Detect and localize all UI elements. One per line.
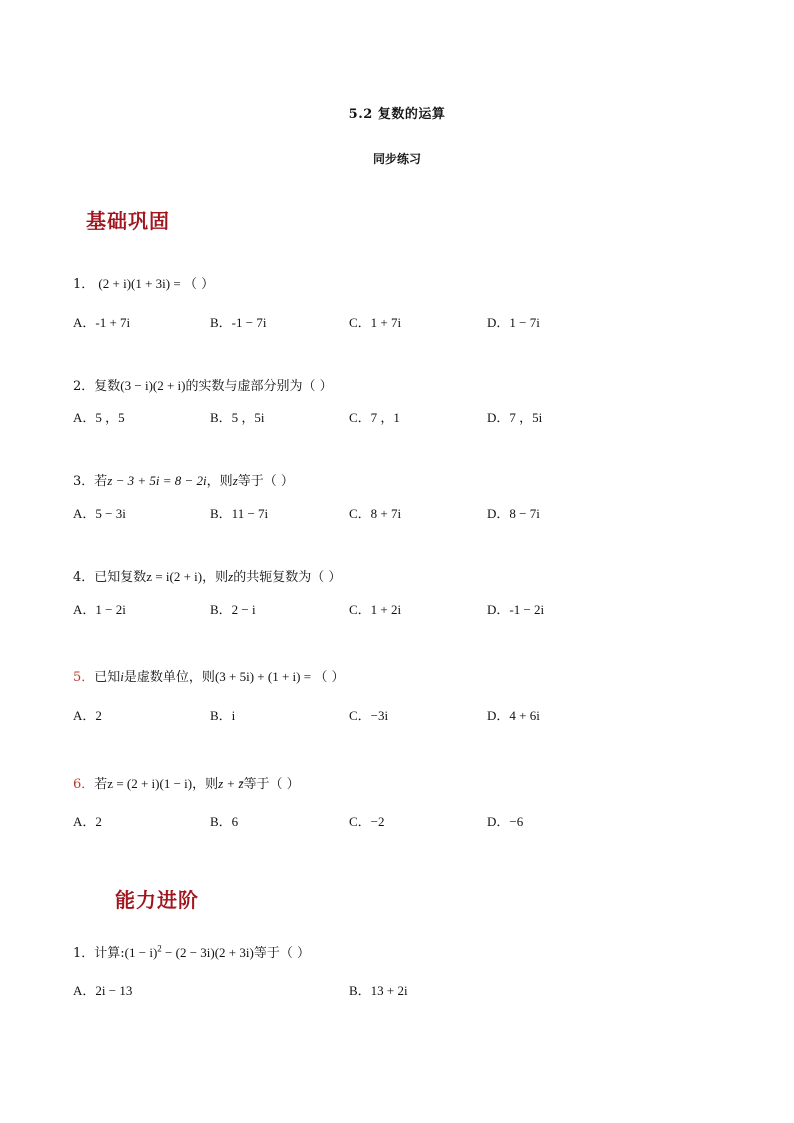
question-text: ，则 bbox=[206, 474, 233, 489]
question-4 bbox=[73, 566, 341, 585]
option-b[interactable]: B．i bbox=[210, 708, 236, 723]
question-text: 已知 bbox=[94, 670, 121, 685]
question-text: 计算: bbox=[94, 946, 125, 961]
option-d[interactable]: D．−6 bbox=[487, 814, 524, 829]
question-number: 3． bbox=[73, 474, 95, 489]
option-c[interactable]: C．−2 bbox=[349, 814, 385, 829]
question-text: ，则 bbox=[202, 570, 229, 585]
option-b[interactable]: B．11 − 7i bbox=[210, 506, 269, 521]
option-b[interactable]: B．6 bbox=[210, 814, 239, 829]
question-text: 若 bbox=[94, 777, 108, 792]
question-exponent: 2 bbox=[157, 943, 162, 954]
option-c[interactable]: C．7 ，1 bbox=[349, 410, 400, 425]
question-expression: z = (2 + i)(1 − i) bbox=[107, 776, 193, 791]
question-number: 1． bbox=[73, 946, 95, 961]
question-expression: − (2 − 3i)(2 + 3i) bbox=[161, 945, 254, 960]
option-c[interactable]: C．1 + 2i bbox=[349, 602, 402, 617]
question-2 bbox=[73, 375, 333, 394]
question-text: 等于（ ） bbox=[253, 946, 310, 961]
option-a[interactable]: A．1 − 2i bbox=[73, 602, 126, 617]
advanced-question-1 bbox=[73, 942, 310, 961]
option-d[interactable]: D．4 + 6i bbox=[487, 708, 540, 723]
question-variable: z + z̄ bbox=[218, 776, 244, 791]
option-b[interactable]: B．-1 − 7i bbox=[210, 315, 267, 330]
question-text: 复数 bbox=[94, 379, 121, 394]
question-expression: z − 3 + 5i = 8 − 2i bbox=[107, 473, 207, 488]
option-a[interactable]: A．5 − 3i bbox=[73, 506, 126, 521]
option-a[interactable]: A．-1 + 7i bbox=[73, 315, 131, 330]
question-number: 2． bbox=[73, 379, 95, 394]
question-expression: (2 + i)(1 + 3i) = bbox=[98, 276, 184, 291]
question-expression: z = i(2 + i) bbox=[146, 569, 203, 584]
option-c[interactable]: C．−3i bbox=[349, 708, 389, 723]
option-d[interactable]: D．8 − 7i bbox=[487, 506, 540, 521]
question-text: 的共轭复数为（ ） bbox=[233, 570, 342, 585]
question-variable: i bbox=[120, 669, 124, 684]
option-a[interactable]: A．2 bbox=[73, 814, 102, 829]
question-text: （ ） bbox=[314, 670, 345, 685]
question-text: 等于（ ） bbox=[237, 474, 294, 489]
question-text: 是虚数单位，则 bbox=[123, 670, 215, 685]
question-number: 4． bbox=[73, 570, 95, 585]
question-6 bbox=[73, 773, 300, 792]
option-b[interactable]: B．13 + 2i bbox=[349, 983, 408, 998]
option-a[interactable]: A．2i − 13 bbox=[73, 983, 133, 998]
question-5 bbox=[73, 666, 344, 685]
question-text: 等于（ ） bbox=[243, 777, 300, 792]
page-subtitle: 同步练习 bbox=[372, 152, 421, 166]
question-text: 已知复数 bbox=[94, 570, 147, 585]
option-d[interactable]: D．1 − 7i bbox=[487, 315, 540, 330]
question-number: 1． bbox=[73, 277, 95, 292]
question-text: ，则 bbox=[192, 777, 219, 792]
question-1 bbox=[73, 273, 214, 292]
option-b[interactable]: B．5 ，5i bbox=[210, 410, 265, 425]
section-heading-advanced: 能力进阶 bbox=[115, 888, 199, 912]
question-expression: (3 + 5i) + (1 + i) = bbox=[214, 669, 315, 684]
question-text: 的实数与虚部分别为（ ） bbox=[185, 379, 333, 394]
question-expression: (3 − i)(2 + i) bbox=[120, 378, 186, 393]
question-variable: z bbox=[232, 473, 238, 488]
option-d[interactable]: D．7 ，5i bbox=[487, 410, 543, 425]
page-title: 5.2 复数的运算 bbox=[348, 107, 446, 122]
option-d[interactable]: D．-1 − 2i bbox=[487, 602, 545, 617]
question-expression: (1 − i) bbox=[124, 945, 158, 960]
question-3 bbox=[73, 470, 294, 489]
question-text: 若 bbox=[94, 474, 108, 489]
option-a[interactable]: A．2 bbox=[73, 708, 102, 723]
question-number: 6． bbox=[73, 777, 95, 792]
question-number: 5． bbox=[73, 670, 95, 685]
option-b[interactable]: B．2 − i bbox=[210, 602, 256, 617]
section-heading-basic: 基础巩固 bbox=[86, 209, 170, 233]
question-text: （ ） bbox=[183, 277, 215, 292]
option-a[interactable]: A．5 ，5 bbox=[73, 410, 125, 425]
question-variable: z bbox=[228, 569, 234, 584]
option-c[interactable]: C．1 + 7i bbox=[349, 315, 402, 330]
option-c[interactable]: C．8 + 7i bbox=[349, 506, 402, 521]
